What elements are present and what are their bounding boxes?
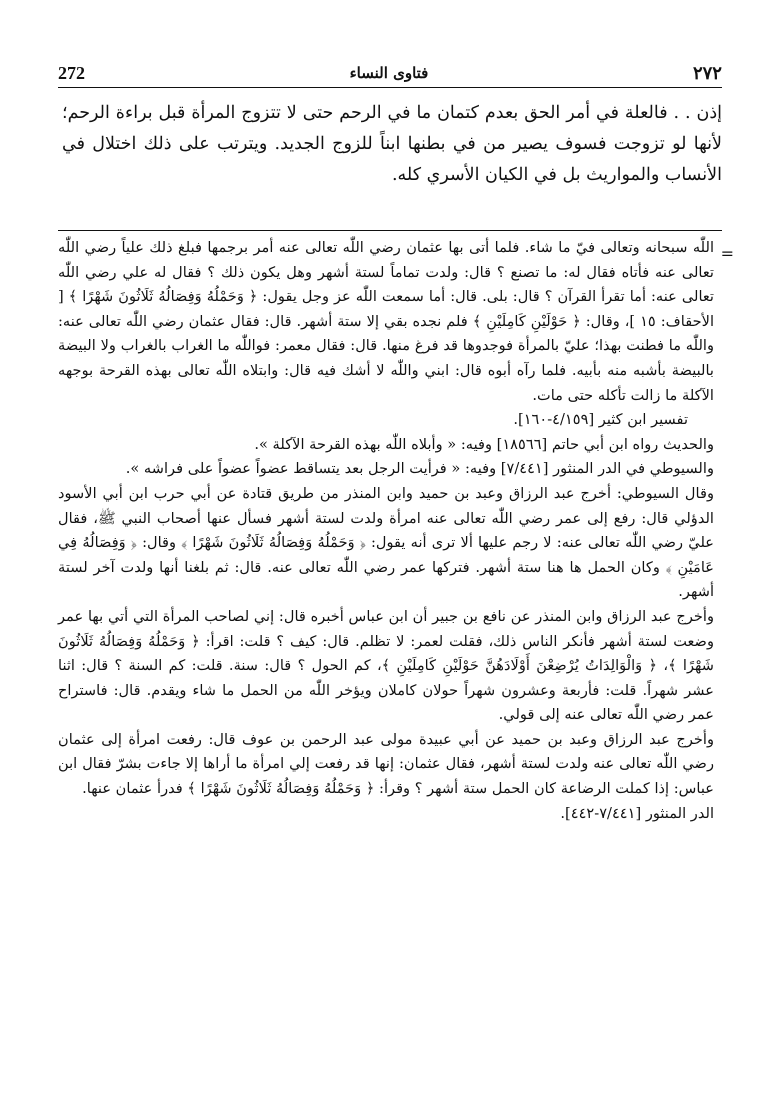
footnote-separator bbox=[58, 230, 722, 231]
footnotes bbox=[58, 236, 734, 826]
footnote-citation: تفسير ابن كثير [٤/١٥٩-١٦٠]. bbox=[513, 411, 688, 429]
footnote-paragraph: وأخرج عبد الرزاق وابن المنذر عن نافع بن جبير أن ابن عباس أخبره قال: إني لصاحب المرأة التي أتي بها عمر وضعت لستة أشهر فأنكر الناس ذلك، فقلت لعمر: لا تظلم. قال: كيف ؟ قلت: اقرأ: ﴿ وَحَمْلُهُ وَفِصَالُهُ ثَلَاثُونَ شَهْرًا ﴾، ﴿ وَالْوَالِدَاتُ يُرْضِعْنَ أَوْلَادَهُنَّ حَوْلَيْنِ كَامِلَيْنِ ﴾، كم الحول ؟ قال: سنة. قلت: كم السنة ؟ قال: اثنا عشر شهراً. قلت: فأربعة وعشرون شهراً حولان كاملان ويؤخر اللّٰه من الحمل ما شاء ويقدم. قال: فاستراح عمر رضي اللّٰه تعالى عنه إلى قولي. bbox=[58, 607, 714, 724]
footnote-citation: الدر المنثور [٧/٤٤١-٤٤٢]. bbox=[560, 804, 714, 822]
footnote-paragraph: والسيوطي في الدر المنثور [٧/٤٤١] وفيه: « فرأيت الرجل بعد يتساقط عضواً عضواً على فراشه ». bbox=[125, 460, 714, 478]
footnote-paragraph: وقال السيوطي: أخرج عبد الرزاق وعبد بن حميد وابن المنذر من طريق قتادة عن أبي حرب ابن أبي الأسود الدؤلي قال: رفع إلى عمر رضي اللّٰه تعالى عنه امرأة ولدت لستة أشهر فسأل عنها أصحاب النبي ﷺ، فقال عليّ رضي اللّٰه تعالى عنه: لا رجم عليها ألا ترى أنه يقول: ﴿ وَحَمْلُهُ وَفِصَالُهُ ثَلَاثُونَ شَهْرًا ﴾ وقال: ﴿ وَفِصَالُهُ فِي عَامَيْنِ ﴾ وكان الحمل ها هنا ستة أشهر. فتركها عمر رضي اللّٰه تعالى عنه. قال: ثم بلغنا أنها ولدت آخر لستة أشهر. bbox=[58, 484, 714, 601]
running-title: فتاوى النساء bbox=[349, 64, 429, 82]
footnote-paragraph: وأخرج عبد الرزاق وعبد بن حميد عن أبي عبيدة مولى عبد الرحمن بن عوف قال: رفعت امرأة إلى عثمان رضي اللّٰه تعالى عنه ولدت لستة أشهر، فقال عثمان: إنها قد رفعت إلي امرأة ما أراها إلا جاءت بشرّ فقال ابن عباس: إذا كملت الرضاعة كان الحمل ستة أشهر ؟ وقرأ: ﴿ وَحَمْلُهُ وَفِصَالُهُ ثَلَاثُونَ شَهْرًا ﴾ فدرأ عثمان عنها. bbox=[58, 730, 714, 798]
footnote-paragraph: والحديث رواه ابن أبي حاتم [١٨٥٦٦] وفيه: « وأبلاه اللّٰه بهذه القرحة الآكلة ». bbox=[254, 435, 714, 453]
page-header bbox=[58, 60, 722, 86]
page-number-arabic: ٢٧٢ bbox=[692, 62, 722, 84]
page-number-latin: 272 bbox=[58, 62, 85, 83]
continuation-marker: = bbox=[720, 244, 734, 263]
footnote-paragraph: اللّٰه سبحانه وتعالى فيّ ما شاء. فلما أتى بها عثمان رضي اللّٰه تعالى عنه أمر برجمها فبلغ ذلك علياً رضي اللّٰه تعالى عنه فأتاه فقال له: ما تصنع ؟ قال: ولدت تماماً لستة أشهر وهل يكون ذلك ؟ فقال له علي رضي اللّٰه تعالى عنه: أما تقرأ القرآن ؟ قال: بلى. قال: أما سمعت اللّٰه عز وجل يقول: ﴿ وَحَمْلُهُ وَفِصَالُهُ ثَلَاثُونَ شَهْرًا ﴾ [ الأحقاف: ١٥ ]، وقال: ﴿ حَوْلَيْنِ كَامِلَيْنِ ﴾ فلم نجده بقي إلا ستة أشهر. قال: فقال عثمان رضي اللّٰه تعالى عنه: واللّٰه ما فطنت بهذا؛ عليّ بالمرأة فوجدوها قد فرغ منها. قال: فقال معمر: فواللّٰه ما الغراب بالغراب ولا البيضة بالبيضة بأشبه منه بأبيه. فلما رآه أبوه قال: ابني واللّٰه لا أشك فيه قال: وابتلاه اللّٰه تعالى بهذه القرحة بوجهه الآكلة ما زالت تأكله حتى مات. bbox=[58, 239, 714, 404]
header-rule bbox=[58, 87, 722, 88]
main-text bbox=[62, 98, 722, 191]
main-paragraph: إذن . . فالعلة في أمر الحق بعدم كتمان ما في الرحم حتى لا تتزوج المرأة قبل براءة الرحم؛ لأنها لو تزوجت فسوف يصير من في بطنها ابناً للزوج الجديد. ويترتب على ذلك اختلال في الأنساب والمواريث بل في الكيان الأسري كله. bbox=[62, 103, 722, 185]
